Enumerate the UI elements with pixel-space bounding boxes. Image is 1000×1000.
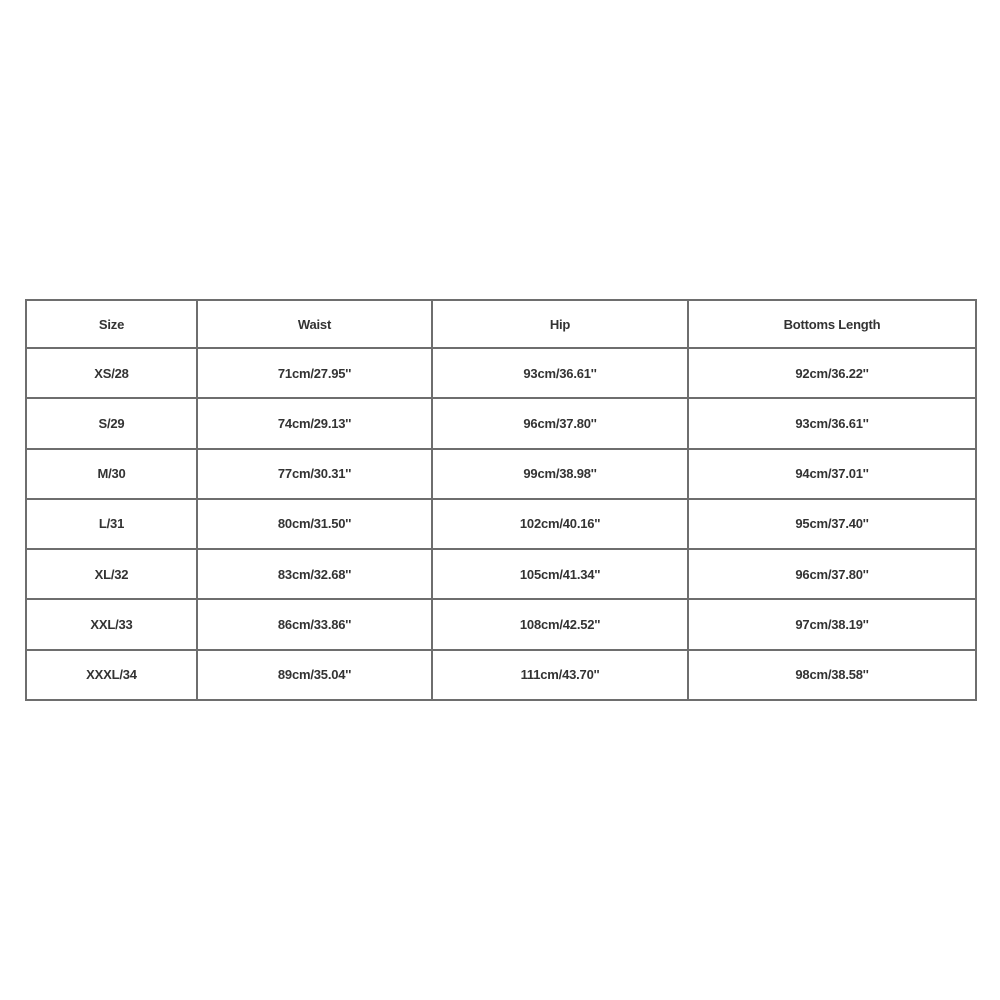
cell-waist: 83cm/32.68'' <box>197 549 432 599</box>
table-row <box>26 348 976 398</box>
table-header-row <box>26 300 976 348</box>
cell-waist: 71cm/27.95'' <box>197 348 432 398</box>
cell-waist: 77cm/30.31'' <box>197 449 432 499</box>
table-row <box>26 549 976 599</box>
cell-hip: 102cm/40.16'' <box>432 499 688 549</box>
cell-size: M/30 <box>26 449 197 499</box>
size-chart-table <box>25 299 977 701</box>
cell-waist: 89cm/35.04'' <box>197 650 432 700</box>
cell-bottoms-length: 97cm/38.19'' <box>688 599 976 649</box>
cell-hip: 96cm/37.80'' <box>432 398 688 448</box>
cell-waist: 74cm/29.13'' <box>197 398 432 448</box>
table-row <box>26 499 976 549</box>
cell-waist: 80cm/31.50'' <box>197 499 432 549</box>
cell-size: XS/28 <box>26 348 197 398</box>
cell-size: XXXL/34 <box>26 650 197 700</box>
table-row <box>26 650 976 700</box>
cell-bottoms-length: 98cm/38.58'' <box>688 650 976 700</box>
header-bottoms-length: Bottoms Length <box>688 300 976 348</box>
header-hip: Hip <box>432 300 688 348</box>
table-row <box>26 398 976 448</box>
cell-hip: 111cm/43.70'' <box>432 650 688 700</box>
cell-bottoms-length: 96cm/37.80'' <box>688 549 976 599</box>
cell-bottoms-length: 95cm/37.40'' <box>688 499 976 549</box>
cell-hip: 105cm/41.34'' <box>432 549 688 599</box>
cell-waist: 86cm/33.86'' <box>197 599 432 649</box>
cell-hip: 99cm/38.98'' <box>432 449 688 499</box>
cell-bottoms-length: 93cm/36.61'' <box>688 398 976 448</box>
cell-hip: 93cm/36.61'' <box>432 348 688 398</box>
table-row <box>26 449 976 499</box>
cell-size: XXL/33 <box>26 599 197 649</box>
cell-size: L/31 <box>26 499 197 549</box>
cell-bottoms-length: 94cm/37.01'' <box>688 449 976 499</box>
header-waist: Waist <box>197 300 432 348</box>
table-row <box>26 599 976 649</box>
cell-bottoms-length: 92cm/36.22'' <box>688 348 976 398</box>
cell-size: S/29 <box>26 398 197 448</box>
cell-size: XL/32 <box>26 549 197 599</box>
cell-hip: 108cm/42.52'' <box>432 599 688 649</box>
header-size: Size <box>26 300 197 348</box>
